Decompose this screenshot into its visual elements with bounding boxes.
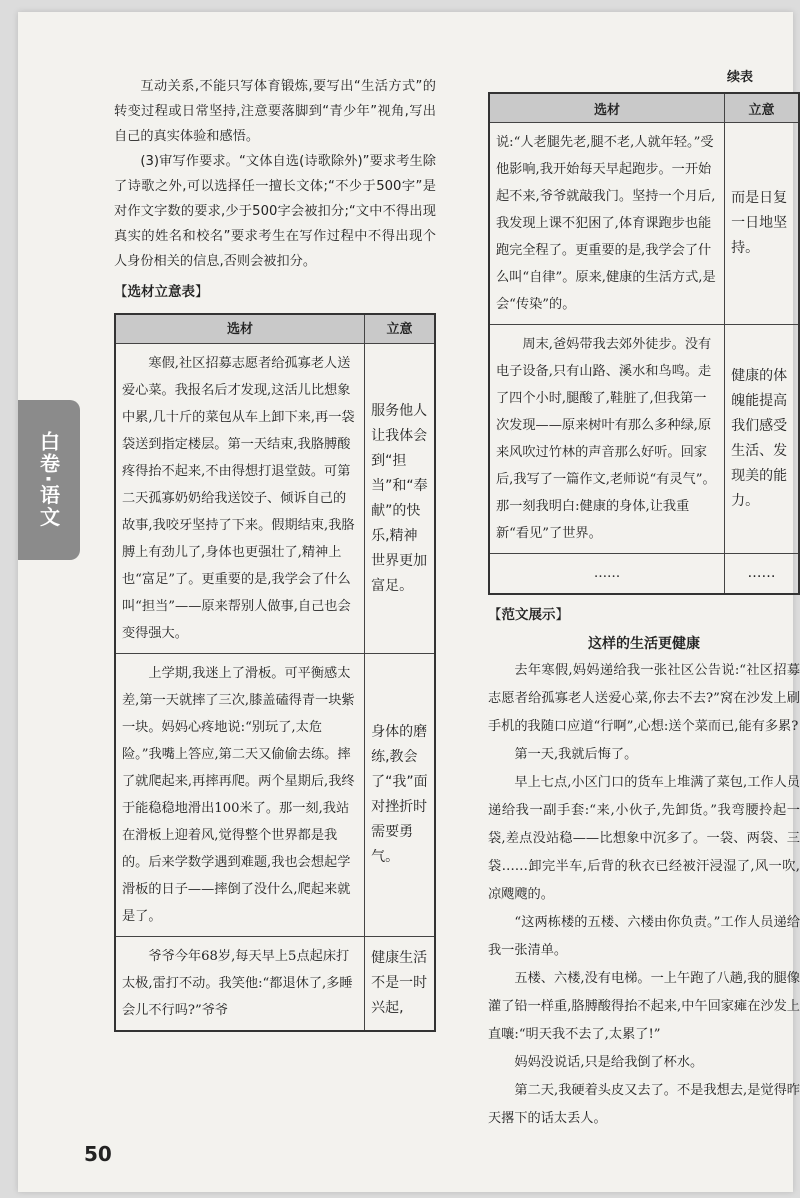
material-table-continued: [488, 92, 800, 595]
essay-paragraph: 去年寒假,妈妈递给我一张社区公告说:“社区招募志愿者给孤寡老人送爱心菜,你去不去?”窝在沙发上刷手机的我随口应道“行啊”,心想:送个菜而已,能有多累?: [488, 663, 800, 734]
material-table: [114, 313, 436, 1032]
essay-body: [488, 657, 800, 1133]
essay-paragraph: 第一天,我就后悔了。: [514, 747, 638, 762]
cell-material: 寒假,社区招募志愿者给孤寡老人送爱心菜。我报名后才发现,这活儿比想象中累,几十斤的菜包从车上卸下来,再一袋袋送到指定楼层。第一天结束,我胳膊酸疼得抬不起来,不由得想打退堂鼓。可第二天孤寡奶奶给我送饺子、倾诉自己的故事,我咬牙坚持了下来。假期结束,我胳膊上有劲儿了,身体也更强壮了,精神上也“富足”了。更重要的是,我学会了什么叫“担当”——原来帮别人做事,自己也会变得强大。: [115, 344, 365, 654]
table-row: [489, 554, 799, 595]
side-tab: [18, 400, 80, 560]
essay-paragraph: 妈妈没说话,只是给我倒了杯水。: [514, 1055, 704, 1070]
essay-paragraph: 第二天,我硬着头皮又去了。不是我想去,是觉得昨天撂下的话太丢人。: [488, 1083, 800, 1126]
cell-material: 爷爷今年68岁,每天早上5点起床打太极,雷打不动。我笑他:“都退休了,多睡会儿不行吗?”爷爷: [115, 937, 365, 1032]
table-row: [115, 344, 435, 654]
left-column: [114, 74, 436, 1032]
guidance-paragraph-2: (3)审写作要求。“文体自选(诗歌除外)”要求考生除了诗歌之外,可以选择任一擅长文体;“不少于500字”是对作文字数的要求,少于500字会被扣分;“文中不得出现真实的姓名和校名”要求考生在写作过程中不得出现个人身份相关的信息,否则会被扣分。: [114, 154, 436, 269]
book-page: [18, 12, 800, 1192]
header-material: 选材: [489, 93, 725, 123]
table-row: [489, 123, 799, 325]
guidance-paragraph-1: 互动关系,不能只写体育锻炼,要写出“生活方式”的转变过程或日常坚持,注意要落脚到“青少年”视角,写出自己的真实体验和感悟。: [114, 79, 436, 144]
table-header-row: [489, 93, 799, 123]
cell-material: ……: [489, 554, 725, 595]
section-title-sample-essay: 【范文展示】: [488, 607, 569, 623]
continued-label: 续表: [726, 70, 753, 85]
header-aim: 立意: [365, 314, 435, 344]
essay-title: 这样的生活更健康: [588, 636, 700, 652]
table-row: [115, 937, 435, 1032]
header-material: 选材: [115, 314, 365, 344]
table-row: [489, 325, 799, 554]
page-number: 50: [84, 1142, 112, 1166]
cell-aim: 而是日复一日地坚持。: [725, 123, 799, 325]
cell-aim: 健康的体魄能提高我们感受生活、发现美的能力。: [725, 325, 799, 554]
essay-paragraph: “这两栋楼的五楼、六楼由你负责。”工作人员递给我一张清单。: [488, 915, 800, 958]
cell-material: 周末,爸妈带我去郊外徒步。没有电子设备,只有山路、溪水和鸟鸣。走了四个小时,腿酸了,鞋脏了,但我第一次发现——原来树叶有那么多种绿,原来风吹过竹林的声音那么好听。回家后,我写了一篇作文,老师说“有灵气”。那一刻我明白:健康的身体,让我重新“看见”了世界。: [489, 325, 725, 554]
table-row: [115, 654, 435, 937]
cell-aim: ……: [725, 554, 799, 595]
section-title-material-table: 【选材立意表】: [114, 284, 209, 300]
essay-paragraph: 五楼、六楼,没有电梯。一上午跑了八趟,我的腿像灌了铅一样重,胳膊酸得抬不起来,中午回家瘫在沙发上直嚷:“明天我不去了,太累了!”: [488, 971, 800, 1042]
side-tab-label: 白卷·语文: [36, 431, 61, 529]
cell-aim: 身体的磨练,教会了“我”面对挫折时需要勇气。: [365, 654, 435, 937]
cell-aim: 服务他人让我体会到“担当”和“奉献”的快乐,精神世界更加富足。: [365, 344, 435, 654]
header-aim: 立意: [725, 93, 799, 123]
table-header-row: [115, 314, 435, 344]
right-column: [488, 92, 800, 1133]
cell-material: 上学期,我迷上了滑板。可平衡感太差,第一天就摔了三次,膝盖磕得青一块紫一块。妈妈心疼地说:“别玩了,太危险。”我嘴上答应,第二天又偷偷去练。摔了就爬起来,再摔再爬。两个星期后,我终于能稳稳地滑出100米了。那一刻,我站在滑板上迎着风,觉得整个世界都是我的。后来学数学遇到难题,我也会想起学滑板的日子——摔倒了没什么,爬起来就是了。: [115, 654, 365, 937]
cell-aim: 健康生活不是一时兴起,: [365, 937, 435, 1032]
essay-paragraph: 早上七点,小区门口的货车上堆满了菜包,工作人员递给我一副手套:“来,小伙子,先卸货。”我弯腰拎起一袋,差点没站稳——比想象中沉多了。一袋、两袋、三袋……卸完半车,后背的秋衣已经被汗浸湿了,风一吹,凉飕飕的。: [488, 775, 800, 902]
cell-material: 说:“人老腿先老,腿不老,人就年轻。”受他影响,我开始每天早起跑步。一开始起不来,爷爷就敲我门。坚持一个月后,我发现上课不犯困了,体育课跑步也能跑完全程了。更重要的是,我学会了什么叫“自律”。原来,健康的生活方式,是会“传染”的。: [489, 123, 725, 325]
